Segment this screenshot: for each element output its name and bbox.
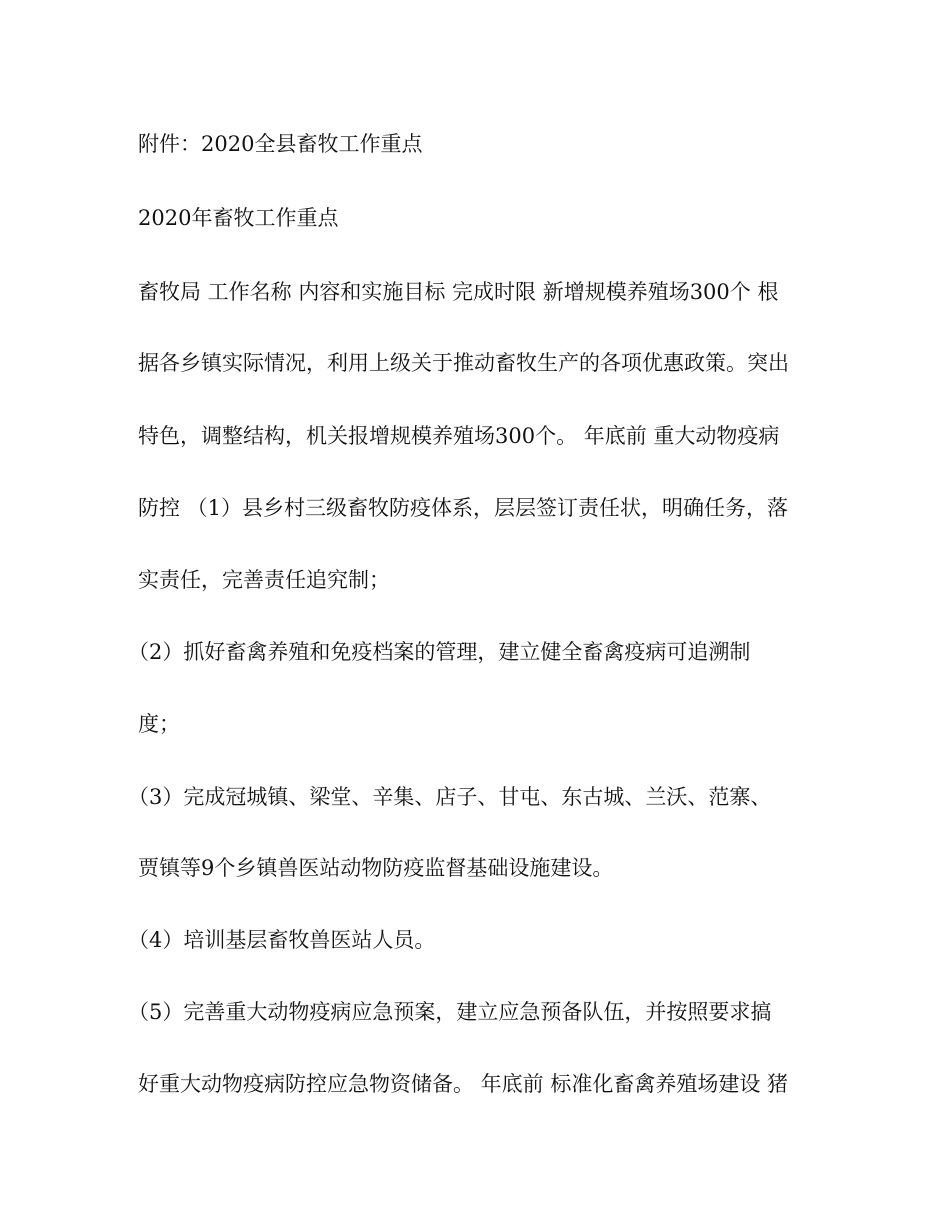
text-line: 特色，调整结构，机关报增规模养殖场300个。 年底前 重大动物疫病 (138, 424, 780, 448)
text-line: 防控 （1）县乡村三级畜牧防疫体系，层层签订责任状，明确任务，落 (138, 496, 789, 520)
text-line: （5）完善重大动物疫病应急预案，建立应急预备队伍，并按照要求搞 (128, 1000, 772, 1024)
text-line: 度； (138, 712, 180, 736)
document-heading: 2020年畜牧工作重点 (138, 206, 339, 230)
text-line: 好重大动物疫病防控应急物资储备。 年底前 标准化畜禽养殖场建设 猪 (138, 1072, 789, 1096)
text-line: 畜牧局 工作名称 内容和实施目标 完成时限 新增规模养殖场300个 根 (138, 280, 779, 304)
text-line: （2）抓好畜禽养殖和免疫档案的管理，建立健全畜禽疫病可追溯制 (128, 640, 751, 664)
text-line: 据各乡镇实际情况，利用上级关于推动畜牧生产的各项优惠政策。突出 (138, 351, 789, 375)
attachment-title: 附件：2020全县畜牧工作重点 (138, 132, 423, 156)
text-line: （4）培训基层畜牧兽医站人员。 (128, 928, 436, 952)
text-line: （3）完成冠城镇、梁堂、辛集、店子、甘屯、东古城、兰沃、范寨、 (128, 785, 772, 809)
text-line: 贾镇等9个乡镇兽医站动物防疫监督基础设施建设。 (138, 856, 614, 880)
text-line: 实责任，完善责任追究制； (138, 568, 390, 592)
